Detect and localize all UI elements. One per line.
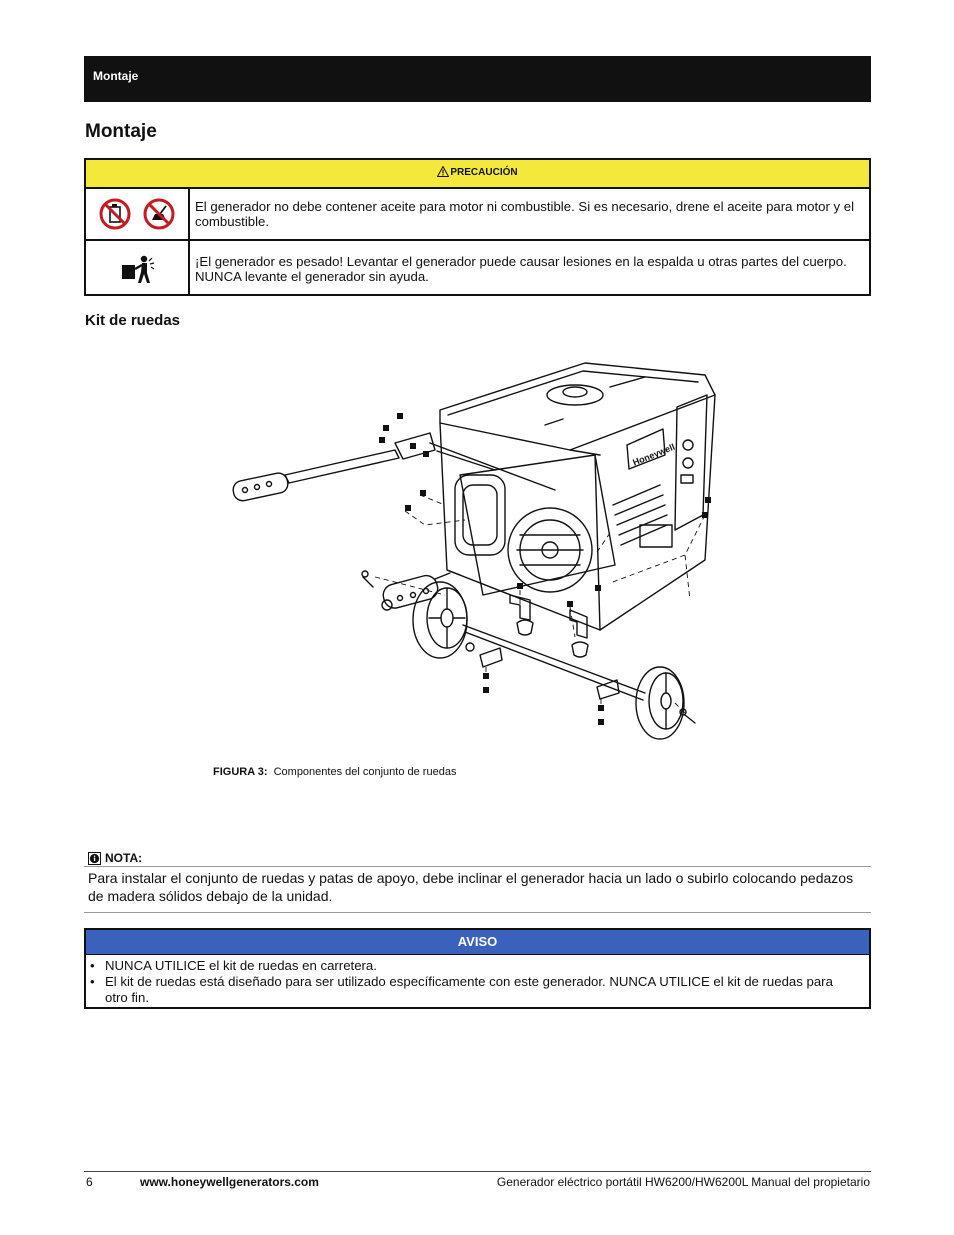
- figure-label: FIGURA 3:: [213, 766, 268, 778]
- caution-icon-cell: [86, 189, 190, 239]
- footer-url: www.honeywellgenerators.com: [140, 1175, 319, 1189]
- caution-header: [86, 160, 869, 189]
- subsection-title: Kit de ruedas: [85, 312, 181, 329]
- figure-caption: [213, 766, 456, 778]
- notice-header: AVISO: [86, 930, 869, 955]
- page-title: Montaje: [85, 121, 157, 142]
- caution-row: [86, 241, 869, 296]
- caution-row: [86, 189, 869, 241]
- notice-box: [84, 928, 871, 1009]
- figure-caption-text: Componentes del conjunto de ruedas: [273, 766, 457, 778]
- info-icon: [88, 852, 101, 865]
- note-divider: [84, 912, 871, 913]
- notice-item: • NUNCA UTILICE el kit de ruedas en carretera.: [86, 958, 869, 974]
- section-header-label: Montaje: [93, 69, 139, 83]
- section-header-bar: [84, 56, 871, 102]
- note-divider: [84, 866, 871, 867]
- note-label: NOTA:: [105, 851, 143, 865]
- warning-triangle-icon: [437, 166, 449, 177]
- no-fuel-icon: [143, 198, 175, 230]
- note-text: Para instalar el conjunto de ruedas y patas de apoyo, debe inclinar el generador hacia un lado o subirlo colocando pedazos de madera sólidos debajo de la unidad.: [88, 870, 854, 904]
- caution-table: [84, 158, 871, 296]
- caution-label: PRECAUCIÓN: [450, 167, 518, 178]
- footer-doc-title: Generador eléctrico portátil HW6200/HW6200L Manual del propietario: [496, 1175, 870, 1189]
- caution-text: ¡El generador es pesado! Levantar el generador puede causar lesiones en la espalda u otras partes del cuerpo. NUNCA levante el generador sin ayuda.: [195, 253, 847, 284]
- notice-list: [86, 958, 869, 1006]
- no-oil-icon: [99, 198, 131, 230]
- caution-icon-cell: [86, 241, 190, 296]
- caution-text: El generador no debe contener aceite para motor ni combustible. Si es necesario, drene el aceite para motor y el combustible.: [195, 199, 855, 229]
- wheel-kit-diagram: [215, 355, 735, 755]
- page-number: 6: [86, 1175, 93, 1189]
- notice-item: • El kit de ruedas está diseñado para ser utilizado específicamente con este generador. NUNCA UTILICE el kit de ruedas para otro fin.: [86, 974, 869, 1006]
- heavy-lift-icon: [118, 253, 156, 285]
- footer-divider: [84, 1171, 871, 1172]
- note-header: [88, 851, 142, 865]
- diagram-brand-label: Honeywell: [631, 441, 677, 468]
